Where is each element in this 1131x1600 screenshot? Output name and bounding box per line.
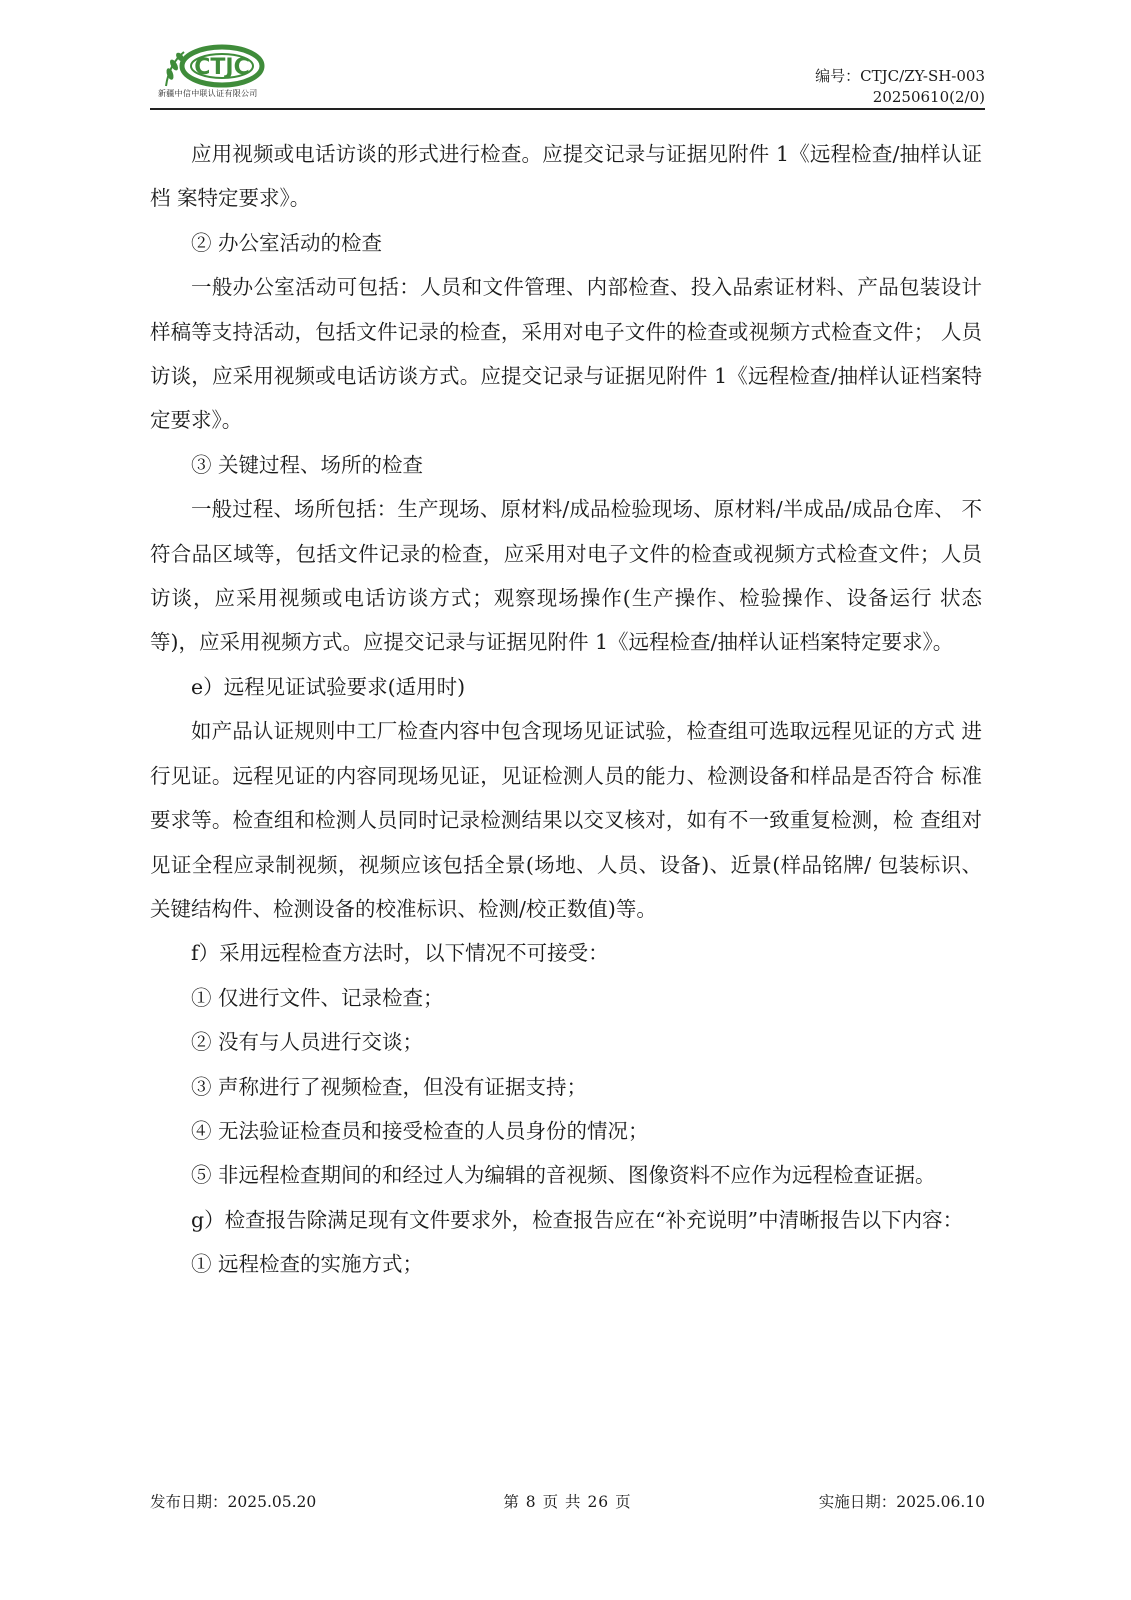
list-item: ② 没有与人员进行交谈；: [191, 1030, 424, 1055]
page-number: 第 8 页 共 26 页: [503, 1493, 632, 1511]
company-name: 新疆中信中联认证有限公司: [158, 89, 258, 98]
list-item: ④ 无法验证检查员和接受检查的人员身份的情况；: [191, 1118, 649, 1143]
list-item: ③ 声称进行了视频检查，但没有证据支持；: [191, 1074, 588, 1099]
subheading-office-activities: ② 办公室活动的检查: [191, 230, 383, 255]
logo-text: CTJC: [194, 55, 250, 80]
section-heading-e: e）远程见证试验要求(适用时): [191, 674, 466, 699]
list-item: ① 远程检查的实施方式；: [191, 1252, 424, 1277]
paragraph: 如产品认证规则中工厂检查内容中包含现场见证试验，检查组可选取远程见证的方式 进行见证。远程见证的内容同现场见证，见证检测人员的能力、检测设备和样品是否符合 标准要求等。检查组和检测人员同时记录检测结果以交叉核对，如有不一致重复检测，检 查组对见证全程应录制视频，视频应该包括全景(场地、人员、设备)、近景(样品铭牌/ 包装标识、关键结构件、检测设备的校准标识、检测/校正数值)等。: [150, 719, 982, 921]
document-info: [815, 66, 985, 108]
list-item: ⑤ 非远程检查期间的和经过人为编辑的音视频、图像资料不应作为远程检查证据。: [191, 1163, 936, 1188]
document-version: 20250610(2/0): [872, 88, 985, 106]
document-number: 编号：CTJC/ZY-SH-003: [815, 67, 985, 85]
paragraph: 一般过程、场所包括：生产现场、原材料/成品检验现场、原材料/半成品/成品仓库、 不符合品区域等，包括文件记录的检查，应采用对电子文件的检查或视频方式检查文件；人员访谈，应采用视频或电话访谈方式；观察现场操作(生产操作、检验操作、设备运行 状态等)，应采用视频方式。应提交记录与证据见附件 1《远程检查/抽样认证档案特定要求》。: [150, 497, 982, 655]
section-heading-f: f）采用远程检查方法时，以下情况不可接受：: [191, 941, 609, 966]
subheading-key-processes: ③ 关键过程、场所的检查: [191, 452, 424, 477]
list-item: ① 仅进行文件、记录检查；: [191, 985, 444, 1010]
effective-date: 实施日期：2025.06.10: [818, 1493, 985, 1511]
document-body: [150, 132, 982, 1287]
page-footer: [150, 1490, 985, 1514]
header-divider: [150, 108, 985, 110]
page-header: [150, 38, 985, 106]
issue-date: 发布日期：2025.05.20: [150, 1493, 317, 1511]
paragraph: 应用视频或电话访谈的形式进行检查。应提交记录与证据见附件 1《远程检查/抽样认证档 案特定要求》。: [150, 142, 982, 211]
section-heading-g: g）检查报告除满足现有文件要求外，检查报告应在“补充说明”中清晰报告以下内容：: [191, 1207, 964, 1232]
paragraph: 一般办公室活动可包括：人员和文件管理、内部检查、投入品索证材料、产品包装设计样稿等支持活动，包括文件记录的检查，采用对电子文件的检查或视频方式检查文件； 人员访谈，应采用视频或电话访谈方式。应提交记录与证据见附件 1《远程检查/抽样认证档案特定要求》。: [150, 275, 982, 433]
